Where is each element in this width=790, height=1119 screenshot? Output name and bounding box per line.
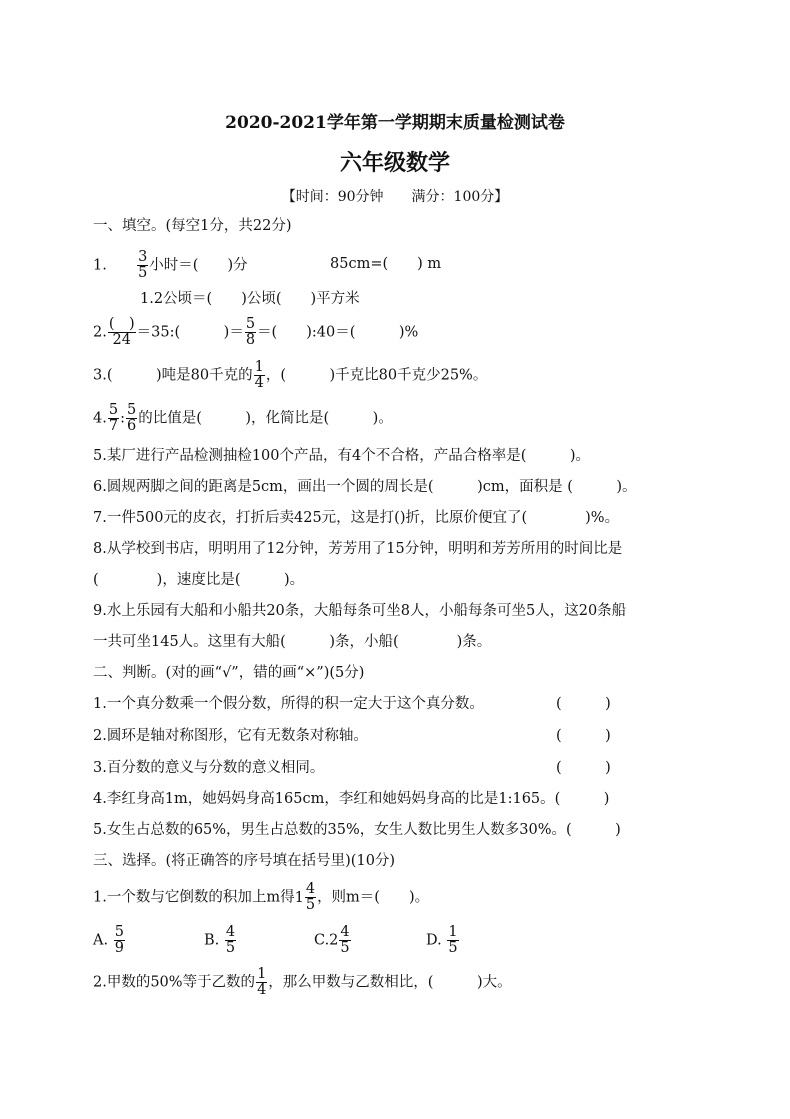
fraction: $\frac{4}{5}$ (305, 881, 316, 913)
section3-heading: 三、选择。(将正确答的序号填在括号里)(10分) (93, 853, 396, 869)
judge-2-blank: ( ) (556, 728, 611, 744)
question-4: 4. $\frac{5}{7}$ : $\frac{5}{6}$ 的比值是( )，化简比是( )。 (93, 402, 393, 434)
choice-1: 1.一个数与它倒数的积加上m得1 $\frac{4}{5}$ ，则m＝( )。 (93, 881, 430, 913)
choice-2: 2.甲数的50%等于乙数的 $\frac{1}{4}$ ，那么甲数与乙数相比，( )大。 (93, 966, 512, 998)
section1-heading: 一、填空。(每空1分，共22分) (93, 218, 292, 234)
judge-3-blank: ( ) (556, 760, 611, 776)
question-5: 5.某厂进行产品检测抽检100个产品，有4个不合格，产品合格率是( )。 (93, 448, 591, 464)
judge-1: 1.一个真分数乘一个假分数，所得的积一定大于这个真分数。 (93, 696, 484, 712)
judge-3: 3.百分数的意义与分数的意义相同。 (93, 760, 325, 776)
fraction: $\frac{1}{5}$ (448, 924, 458, 956)
question-1-2: 85cm=( ) m (330, 256, 442, 272)
question-9-line2: 一共可坐145人。这里有大船( )条，小船( )条。 (93, 634, 492, 650)
question-7: 7.一件500元的皮衣，打折后卖425元，这是打()折，比原价便宜了( )%。 (93, 510, 620, 526)
fraction: $\frac{5}{7}$ (108, 402, 119, 434)
option-a: A. $\frac{5}{9}$ (93, 924, 124, 956)
judge-5: 5.女生占总数的65%，男生占总数的35%，女生人数比男生人数多30%。( ) (93, 822, 621, 838)
q1-number: 1. (93, 257, 107, 274)
subject-title: 六年级数学 (339, 150, 450, 176)
question-1-1 (93, 250, 248, 281)
exam-title: 2020-2021学年第一学期期末质量检测试卷 (225, 113, 565, 133)
fraction: $\frac{3}{5}$ (138, 249, 148, 281)
option-b: B. $\frac{4}{5}$ (204, 924, 236, 956)
judge-4: 4.李红身高1m，她妈妈身高165cm，李红和她妈妈身高的比是1:165。( ) (93, 791, 610, 807)
section2-heading: 二、判断。(对的画“√”，错的画“×”)(5分) (93, 665, 365, 681)
fraction: $\frac{4}{5}$ (225, 924, 236, 956)
fraction: $\frac{4}{5}$ (340, 924, 350, 956)
fraction: $\frac{1}{4}$ (257, 966, 267, 998)
fraction: $\frac{5}{9}$ (114, 924, 124, 956)
question-8-line2: ( )，速度比是( )。 (93, 572, 305, 588)
fraction: $\frac{( )}{24}$ (108, 316, 135, 348)
option-c: C.2 $\frac{4}{5}$ (314, 924, 350, 956)
question-8-line1: 8.从学校到书店，明明用了12分钟，芳芳用了15分钟，明明和芳芳所用的时间比是 (93, 541, 623, 557)
exam-info: 【时间：90分钟 满分：100分】 (281, 189, 509, 205)
fraction: $\frac{5}{6}$ (126, 402, 137, 434)
question-9-line1: 9.水上乐园有大船和小船共20条，大船每条可坐8人，小船每条可坐5人，这20条船 (93, 603, 627, 619)
question-1-3: 1.2公顷＝( )公顷( )平方米 (140, 291, 360, 307)
judge-2: 2.圆环是轴对称图形，它有无数条对称轴。 (93, 728, 368, 744)
question-6: 6.圆规两脚之间的距离是5cm，画出一个圆的周长是( )cm，面积是 ( )。 (93, 479, 637, 495)
judge-1-blank: ( ) (556, 696, 611, 712)
q1-part-a: 小时＝( )分 (149, 257, 248, 274)
question-3: 3.( )吨是80千克的 $\frac{1}{4}$ ，( )千克比80千克少25%。 (93, 359, 488, 391)
fraction: $\frac{5}{8}$ (245, 316, 256, 348)
fraction: $\frac{1}{4}$ (254, 359, 264, 391)
question-2: 2. $\frac{( )}{24}$ ＝35:( )＝ $\frac{5}{8}$ ＝( ):40＝( )% (93, 316, 419, 348)
option-d: D. $\frac{1}{5}$ (426, 924, 458, 956)
